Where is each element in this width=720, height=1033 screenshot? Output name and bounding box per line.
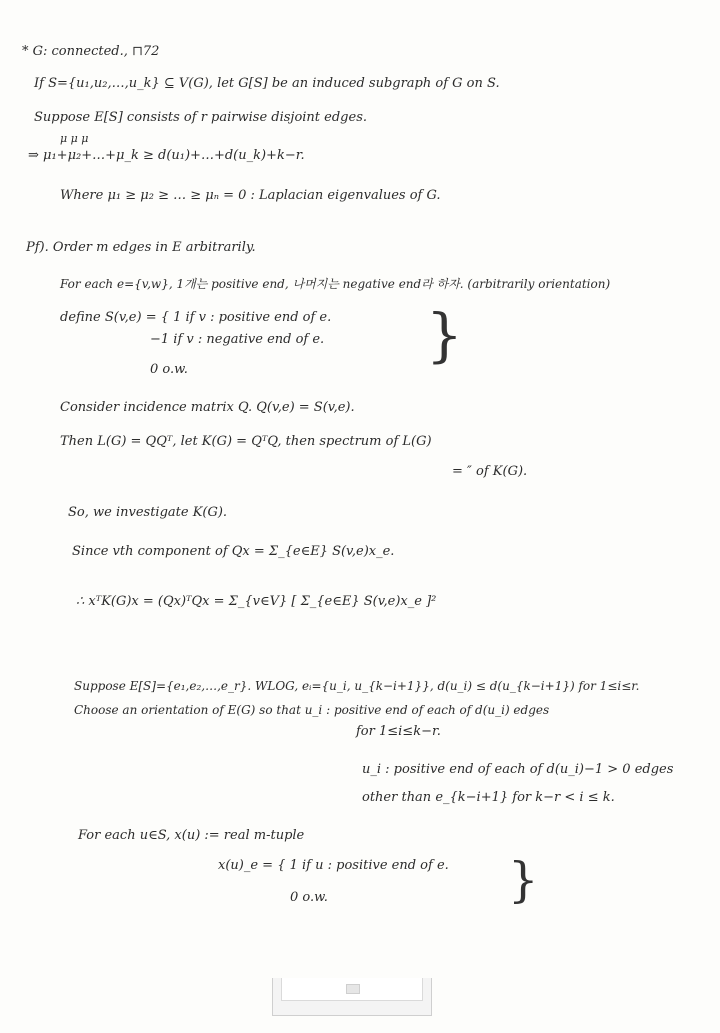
note-line-laplacian-product: Then L(G) = QQᵀ, let K(G) = QᵀQ, then spectrum of L(G)	[60, 434, 432, 449]
right-brace-icon: }	[508, 852, 539, 908]
binder-tab-dot	[346, 984, 360, 994]
note-line-mu-marks: μ μ μ	[60, 132, 89, 145]
note-line-real-tuple: For each u∈S, x(u) := real m-tuple	[78, 828, 305, 843]
note-line-proof-start: Pf). Order m edges in E arbitrarily.	[26, 240, 256, 255]
note-line-investigate: So, we investigate K(G).	[68, 505, 228, 520]
note-line-choose-orientation: Choose an orientation of E(G) so that u_i : positive end of each of d(u_i) edges	[74, 703, 550, 717]
note-line-disjoint-edges: Suppose E[S] consists of r pairwise disjoint edges.	[34, 110, 367, 125]
note-line-connected: * G: connected., ⊓72	[22, 44, 160, 59]
note-line-eigen-inequality: ⇒ μ₁+μ₂+…+μ_k ≥ d(u₁)+…+d(u_k)+k−r.	[28, 148, 305, 163]
note-line-range-1: for 1≤i≤k−r.	[356, 724, 441, 739]
note-line-induced-subgraph: If S={u₁,u₂,…,u_k} ⊆ V(G), let G[S] be an induced subgraph of G on S.	[34, 76, 500, 91]
note-line-suppose-edges: Suppose E[S]={e₁,e₂,…,e_r}. WLOG, eᵢ={u_i, u_{k−i+1}}, d(u_i) ≤ d(u_{k−i+1}) for 1≤i≤r.	[74, 679, 640, 693]
note-line-negative-end: −1 if v : negative end of e.	[150, 332, 325, 347]
note-line-spectrum: = ″ of K(G).	[452, 464, 528, 479]
note-line-negative-degree: u_i : positive end of each of d(u_i)−1 > 0 edges	[362, 762, 674, 777]
note-line-vth-component: Since vth component of Qx = Σ_{e∈E} S(v,e)x_e.	[72, 544, 395, 559]
note-line-define-s: define S(v,e) = { 1 if v : positive end of e.	[60, 310, 332, 325]
binder-tab	[272, 978, 432, 1016]
note-line-range-2: other than e_{k−i+1} for k−r < i ≤ k.	[362, 790, 615, 805]
note-line-x-definition: x(u)_e = { 1 if u : positive end of e.	[218, 858, 449, 873]
note-line-otherwise: 0 o.w.	[150, 362, 188, 377]
note-line-incidence-matrix: Consider incidence matrix Q. Q(v,e) = S(v,e).	[60, 400, 355, 415]
note-line-orientation: For each e={v,w}, 1개는 positive end, 나머지는 negative end라 하자. (arbitrarily orientation)	[60, 277, 611, 291]
note-line-x-otherwise: 0 o.w.	[290, 890, 328, 905]
note-line-quadratic-form: ∴ xᵀK(G)x = (Qx)ᵀQx = Σ_{v∈V} [ Σ_{e∈E} S(v,e)x_e ]²	[76, 594, 437, 609]
binder-tab-window	[281, 978, 423, 1001]
right-brace-icon: }	[426, 301, 463, 369]
note-line-laplacian: Where μ₁ ≥ μ₂ ≥ … ≥ μₙ = 0 : Laplacian eigenvalues of G.	[60, 188, 441, 203]
